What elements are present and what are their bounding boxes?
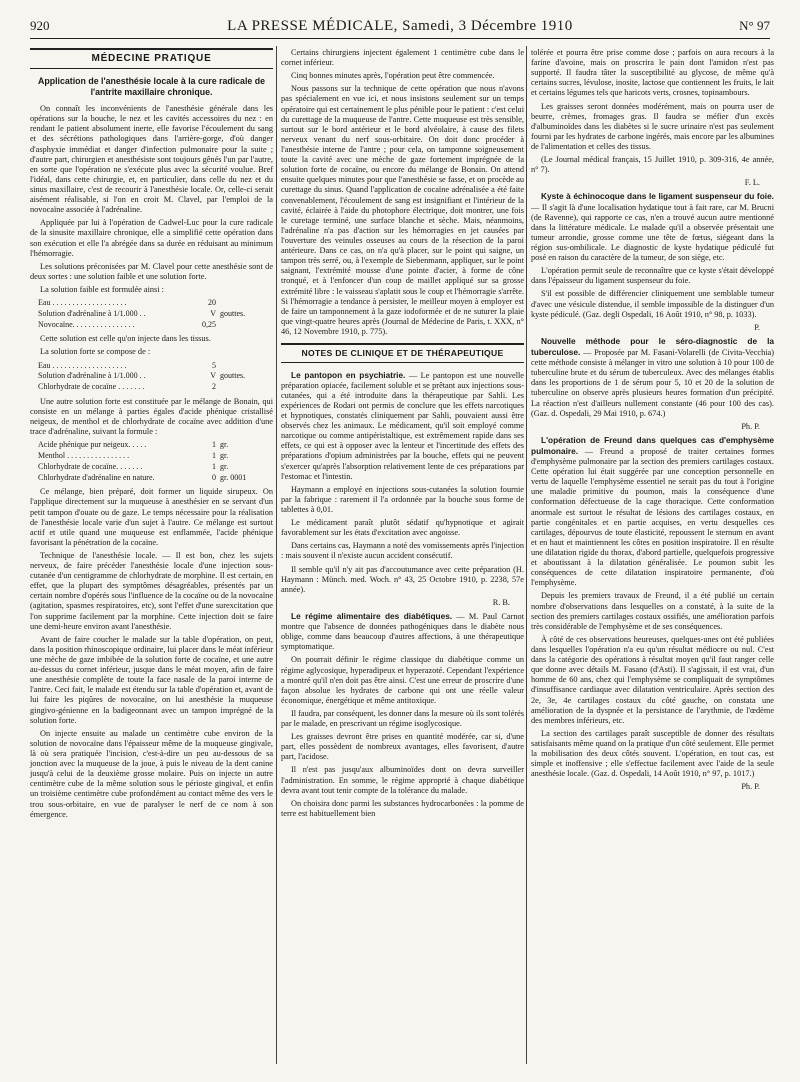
issue-number: N° 97 — [739, 18, 770, 33]
paragraph: Le médicament paraît plutôt sédatif qu'hypnotique et agirait favorablement sur les états d'excitation avec angoisse. — [281, 518, 524, 538]
column-divider — [276, 46, 277, 1064]
note-echinococcus — [531, 191, 774, 263]
note-text: — Le pantopon est une nouvelle préparation opiacée, facilement soluble et se prêtant aux injections sous-cutanées, qui a été introduite dans la thérapeutique par Sahli. Les expériences de Rodari ont permis de conclure que les effets narcotiques et hypnotiques, constatés cliniquement par Sahli, pouvaient aussi être observés chez les animaux. Le médicament, qu'il soit employé comme narcotique ou comme antipéristaltique, est extrêmement rapide dans ses effets, ce qui est à opposer avec la lenteur et l'incertitude des effets des préparations d'opium administrées par la bouche, effets qui ne peuvent s'exercer qu'après l'absorption relativement lente de ces préparations par l'estomac et l'intestin. — [281, 370, 524, 481]
paragraph: On connaît les inconvénients de l'anesthésie générale dans les opérations sur la bouche, le nez et les cavités accessoires du nez : en rendant le patient absolument inerte, elle favorise l'écoulement du sang et des sécrétions pathologiques dans l'arrière-gorge, d'où danger d'asphyxie immédiat et danger d'infection pulmonaire pour la suite ; d'autre part, chirurgien et anesthésiste sont toujours gênés l'un par l'autre, en sorte que l'opération ne s'exécute plus avec la sécurité voulue. Bref l'idéal, dans cette chirurgie, et, en particulier, dans celle du nez et du sinus maxillaire, c'est de recourir à l'anesthésie locale. Or, celle-ci serait aisément réalisable, si l'on en croit M. Clavel, par l'emploi de la novocaïne associée à l'adrénaline. — [30, 104, 273, 215]
page-header — [30, 16, 770, 39]
formula-row: Solution d'adrénaline à 1/1.000 . . V gouttes. — [38, 308, 246, 318]
note-text: — M. Paul Carnot montre que l'absence de données pathogéniques dans le diabète nous oblige, comme dans beaucoup d'autres affections, à une thérapeutique symptomatique. — [281, 611, 524, 652]
note-text: — Freund a proposé de traiter certaines formes d'emphysème pulmonaire par la section des premiers cartilages costaux. Cette opération lui était suggérée par une conception personnelle en vertu de laquelle l'emphysème essentiel ne serait pas du tout à l'origine une maladie primitive du poumon, mais la conséquence d'une conformation défectueuse de la cage thoracique. Cette conformation anormale est surtout le résultat de lésions des cartilages costaux, en partie congénitales et en partie acquises, en vertu desquelles ces cartilages, dépourvus de toute élasticité, repoussent le sternum en avant et en haut et maintiennent les côtes en position inspiratoire. Il en résulte une dilatation rigide du thorax, d'abord partielle, quelquefois progressive et aboutissant à la dilatation généralisée. Le poumon subit les conséquences de cette dilatation inspiratoire permanente, d'où l'emphysème. — [531, 446, 774, 588]
paragraph: S'il est possible de différencier cliniquement une semblable tumeur d'avec une vésicule distendue, il semble impossible de la distinguer d'un kyste pédiculé. (Gaz. degli Ospedali, 16 Août 1910, n° 98, p. 1033). — [531, 289, 774, 319]
formula-bonain-mixture — [38, 440, 266, 483]
paragraph: À côté de ces observations heureuses, quelques-unes ont été publiées dans lesquelles l'opération n'a eu qu'un résultat médiocre ou nul. C'est dans la catégorie des opérations à résultat moyen qu'il faut ranger celle que donne avec détails M. Fasano (d'Asti). Il s'agissait, il est vrai, d'un homme de 60 ans, chez qui l'emphysème se compliquait de symptômes d'insuffisance cardiaque avec dilatation ventriculaire. Après section des 2e, 3e, 4e cartilages costaux du côté gauche, on constata une amélioration de la dyspnée et la persistance de l'arythmie, de l'œdème des membres inférieurs, etc. — [531, 634, 774, 725]
paragraph: Il semble qu'il n'y ait pas d'accoutumance avec cette préparation (H. Haymann : Münch. med. Woch. n° 43, 25 Octobre 1910, p. 2238, 57e année). — [281, 564, 524, 594]
paragraph: Technique de l'anesthésie locale. — Il est bon, chez les sujets nerveux, de faire précéder l'anesthésie locale d'une injection sous-cutanée d'un centigramme de chlorhydrate de morphine. Il est certain, en effet, que la plupart des symptômes désagréables, présentés par un certain nombre d'opérés sous l'influence de la cocaïne ou de la novocaïne (agitation, spasmes respiratoires, etc), sont l'effet d'une surexcitation que l'on supprime facilement par la morphine. Cette injection doit se faire une demi-heure environ avant l'anesthésie. — [30, 550, 273, 631]
paragraph: Cinq bonnes minutes après, l'opération peut être commencée. — [291, 71, 495, 81]
paragraph: Il n'est pas jusqu'aux albuminoïdes dont on devra surveiller l'administration. En somme, le régime approprié à chaque diabétique devra avant tout tenir compte de la tolérance du malade. — [281, 765, 524, 795]
paragraph: Dans certains cas, Haymann a noté des vomissements après l'injection : mais souvent il n'existe aucun accident consécutif. — [281, 541, 524, 561]
note-text: — Il s'agit là d'une localisation hydatique tout à fait rare, car M. Brucni (de Ravenne), qui rapporte ce cas, n'en a trouvé aucun autre mentionné dans la littérature médicale. Le malade qu'il a observée présentait une tumeur arrondie, grosse comme une tête de fœtus, siégeant dans la région sus-ombilicale. Le diagnostic de kyste hydatique pédiculé fut posé en raison du caractère de la tumeur, de son siège, etc. — [531, 202, 774, 263]
paragraph: La solution forte se compose de : — [40, 347, 151, 357]
note-title: L'opération de Freund dans quelques cas d'emphysème pulmonaire. — [531, 434, 774, 456]
paragraph: Une autre solution forte est constituée par le mélange de Bonain, qui consiste en un mélange à parties égales d'acide phénique cristallisé neigeux, de menthol et de chlorhydrate de cocaïne avec addition d'une trace d'adrénaline, suivant la formule : — [30, 396, 273, 437]
signature: R. B. — [492, 597, 510, 607]
paragraph: Cette solution est celle qu'on injecte dans les tissus. — [40, 334, 211, 344]
paragraph: Haymann a employé en injections sous-cutanées la solution fournie par la fabrique : rarement il l'a ordonnée par la bouche sous forme de tablettes à 0,01. — [281, 484, 524, 514]
article-title: Application de l'anesthésie locale à la cure radicale de l'antrite maxillaire chronique. — [38, 76, 265, 98]
note-pantopon — [281, 370, 524, 482]
note-text: — Proposée par M. Fasani-Volarelli (de Civita-Vecchia) cette méthode consiste à mélanger in vitro une solution à 10 pour 100 de tuberculine brute et du sérum de tuberculeux. Avec des mélanges établis dans les proportions de 1 de sérum pour 5, 10 et 20 de la solution de tuberculine on observe après plusieurs heures formation d'un précipité. La réaction n'est d'ailleurs nullement constante (46 pour 100 des cas). (Gaz. d. Ospedali, 29 Mai 1910, p. 674.) — [531, 347, 774, 418]
paragraph: tolérée et pourra être prise comme dose ; parfois on aura recours à la farine d'avoine, mais on proscrira le pain dont l'amidon n'est pas supporté. Il faudra tâter la susceptibilité au glycose, de même qu'à certains sucres, lévulose, inosite, lactose que contiennent les fruits, le lait et certains légumes tels que haricots verts, crosnes, topinambours. — [531, 48, 774, 98]
note-title: Le régime alimentaire des diabétiques. — [291, 610, 453, 621]
formula-row: Chlorhydrate de cocaïne . . . . . . . 2 — [38, 382, 216, 392]
paragraph: L'opération permit seule de reconnaître que ce kyste s'était développé dans l'épaisseur du ligament suspenseur du foie. — [531, 266, 774, 286]
formula-row: Acide phénique pur neigeux. . . . . 1 gr. — [38, 440, 229, 450]
rubric-notes-clinique: NOTES DE CLINIQUE ET DE THÉRAPEUTIQUE — [281, 343, 524, 362]
formula-row: Eau . . . . . . . . . . . . . . . . . . . 20 — [38, 298, 216, 308]
rubric-medecine-pratique: MÉDECINE PRATIQUE — [30, 48, 273, 69]
paragraph: On pourrait définir le régime classique du diabétique comme un régime aglycosique, hyperadipeux et hyperazoté. Cependant l'expérience a montré qu'il n'en doit pas être ainsi. C'est une erreur de proscrire d'une façon absolue les hydrates de carbone qui ont une réelle valeur économique, énergétique et même antitoxique. — [281, 655, 524, 705]
journal-title: LA PRESSE MÉDICALE, Samedi, 3 Décembre 1910 — [227, 18, 573, 34]
column-2 — [281, 48, 524, 822]
column-divider — [526, 46, 527, 1064]
note-diabetes — [281, 611, 524, 652]
page-number: 920 — [30, 18, 50, 33]
signature: F. L. — [744, 178, 760, 188]
column-1 — [30, 48, 273, 823]
formula-row: Eau . . . . . . . . . . . . . . . . . . . 5 — [38, 360, 216, 370]
paragraph: La section des cartilages paraît susceptible de donner des résultats satisfaisants même quand on la pratique d'un côté seulement. Elle permet la mobilisation des deux côtés souvent. L'opération, en tout cas, est simple et inoffensive ; elle s'effectue facilement avec l'aide de la seule anesthésie locale. (Gaz. d. Ospedali, 14 Août 1910, n° 97, p. 1017.) — [531, 728, 774, 779]
paragraph: Ce mélange, bien préparé, doit former un liquide sirupeux. On l'applique directement sur la muqueuse à anesthésier en se servant d'un petit tampon d'ouate ou de gaze. Le temps nécessaire pour la réalisation de l'anesthésie locale varie d'un sujet à l'autre. Ce mélange est surtout actif et utile quand une muqueuse est enflammée, l'acide phénique favorisant la pénétration de la cocaïne. — [30, 487, 273, 547]
signature: Ph. P. — [741, 421, 760, 431]
formula-row: Chlorhydrate d'adrénaline en nature. 0 gr. 0001 — [38, 472, 247, 482]
paragraph: Nous passons sur la technique de cette opération que nous n'avons pas spécialement en vue ici, et nous insistons seulement sur un temps opératoire qui est certainement le plus pénible pour le patient : c'est celui du curettage de la muqueuse de l'antre. Cette muqueuse est très sensible, surtout sur le bord antérieur et le bord alvéolaire, à cause des filets nerveux venant du nerf sous-orbitaire. On doit donc procéder à l'anesthésie interne de l'antre ; pour cela, on tamponne soigneusement toute la cavité avec une mèche de gaze fortement imprégnée de la solution forte de cocaïne, ou encore du mélange de Bonain. On attend ensuite quelques minutes pour que l'anesthésie se fasse, et on procède au curettage du sinus. Quand l'application de cocaïne adrénalisée a été faite convenablement, l'écoulement de sang est insignifiant et l'intérieur de la cavité, éclairée à l'aide du photophore électrique, doit montrer, une fois le curetage terminé, une surface blanche et sèche. Mais, néanmoins, l'adrénaline n'a pas d'action sur les hémorragies en jet causées par l'ouverture des veinules osseuses au cours de la résection de la paroi antérieure. Dans ce cas, on n'a qu'à placer, sur le point qui saigne, un tampon très serré, ou, à l'exemple de Siebenmann, appliquer, sur le point saignant, l'extrémité mousse d'une pointe d'acier, à forme de cône tronqué, et à l'enfoncer d'un coup de maillet appliqué sur sa grosse extrémité libre : le vaisseau s'aplatit sous le coup et l'hémorragie s'arrête. Si l'hémorragie a tendance à persister, le meilleur moyen à employer est de faire un tamponnement à la gaze iodoformée et de ne suturer la plaie que vingt-quatre heures après (Journal de Médecine de Paris, t. XXX, n° 46, 12 Novembre 1910, p. 775). — [281, 84, 524, 336]
formula-weak-solution — [38, 298, 266, 330]
paragraph: Les graisses seront données modérément, mais on pourra user de beurre, crèmes, fromages gras. Il faudra se méfier d'un excès d'albuminoïdes dans les diabètes si le sucre urinaire n'est pas seulement fourni par les hydrates de carbone ingérés, mais encore par les albumines de l'alimentation et celles des tissus. — [531, 101, 774, 151]
formula-row: Chlorhydrate de cocaïne. . . . . . . 1 gr. — [38, 461, 229, 471]
formula-row: Novocaïne. . . . . . . . . . . . . . . . 0,25 — [38, 319, 216, 329]
paragraph: Certains chirurgiens injectent également 1 centimètre cube dans le cornet inférieur. — [281, 48, 524, 68]
paragraph: Les graisses devront être prises en quantité modérée, car si, d'une part, elles possèdent de nombreux avantages, elles favorisent, d'autre part, l'acidose. — [281, 732, 524, 762]
formula-strong-solution — [38, 361, 266, 393]
paragraph: Il faudra, par conséquent, les donner dans la mesure où ils sont tolérés par le malade, en prescrivant un régime isoglycosique. — [281, 708, 524, 729]
signature: Ph. P. — [741, 782, 760, 792]
signature: P. — [754, 322, 760, 332]
paragraph: Les solutions préconisées par M. Clavel pour cette anesthésie sont de deux sortes : une solution faible et une solution forte. — [30, 261, 273, 281]
paragraph: Appliquée par lui à l'opération de Cadwel-Luc pour la cure radicale de la sinusite maxillaire chronique, elle a simplifié cette opération dans son exécution et elle l'a abrégée dans sa durée en réduisant au minimum l'hémorragie. — [30, 218, 273, 258]
paragraph: On injecte ensuite au malade un centimètre cube environ de la solution de novocaïne dans l'épaisseur même de la muqueuse gingivale, là où sera pratiquée l'incision, c'est-à-dire un peu au-dessous de sa jonction avec la muqueuse de la joue, à puis le niveau de la dent canine jusqu'à celui de la deuxième grosse molaire. Puis on injecte un autre centimètre cube de la même solution sous le périoste gingival, et enfin un troisième centimètre cube profondément au contact même des vers le trou sous-orbitaire, en vue de paralyser le nerf de ce nom à son émergence. — [30, 728, 273, 819]
note-title: Nouvelle méthode pour le séro-diagnostic de la tuberculose. — [531, 335, 774, 357]
note-title: Le pantopon en psychiatrie. — [291, 369, 406, 380]
paragraph: La solution faible est formulée ainsi : — [40, 285, 164, 295]
note-title: Kyste à échinocoque dans le ligament suspenseur du foie. — [541, 191, 774, 202]
note-freund — [531, 435, 774, 589]
note-serodiagnosis — [531, 336, 774, 419]
citation: (Le Journal médical français, 15 Juillet 1910, p. 309-316, 4e année, n° 7). — [531, 155, 774, 175]
paragraph: Avant de faire coucher le malade sur la table d'opération, on peut, dans la position rhinoscopique ordinaire, lui placer dans le méat inférieur une mèche de gaze imbibée de la solution forte de cocaïne, et une autre au-dessus du cornet inférieur, jusque dans le méat moyen, afin de faire une anesthésie complète de toute la face nasale de la paroi interne de l'antre. Ceci fait, le malade est étendu sur la table d'opération et, avant de lui faire les piqûres de novocaïne, on lui anesthésie la muqueuse gingivo-génienne en la badigeonnant avec un tampon imprégné de la solution forte. — [30, 634, 273, 725]
formula-row: Menthol . . . . . . . . . . . . . . . . 1 gr. — [38, 451, 229, 461]
column-3 — [531, 48, 774, 796]
paragraph: Depuis les premiers travaux de Freund, il a été publié un certain nombre d'observations dans lesquelles on a constaté, à la suite de la section des premiers cartilages costaux ossifiés, une amélioration parfois très considérable de l'emphysème et de ses conséquences. — [531, 591, 774, 631]
paragraph: On choisira donc parmi les substances hydrocarbonées : la pomme de terre est habituellement bien — [281, 798, 524, 818]
formula-row: Solution d'adrénaline à 1/1.000 . . V gouttes. — [38, 371, 246, 381]
